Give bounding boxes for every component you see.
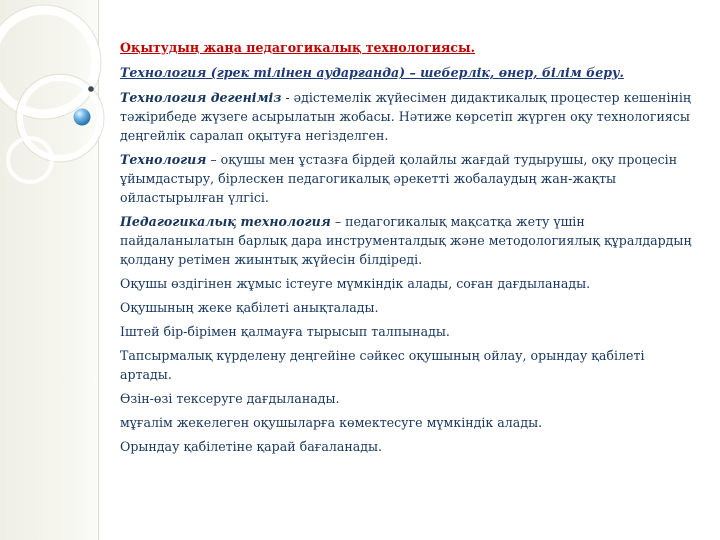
definition-paragraph: [120, 88, 695, 145]
definition-term: Технология дегеніміз: [120, 90, 282, 105]
large-ring: [0, 10, 96, 114]
definition-term: Технология: [120, 152, 207, 167]
slide-content: [120, 38, 695, 461]
definition-text: – педагогикалық мақсатқа жету үшін пайдаланылатын барлық дара инструменталдық және методологиялық құралдардың қолдану ретімен жиынтық жүйесін білдіреді.: [120, 214, 692, 267]
slide-subheading: Технология (грек тілінен аударғанда) – шеберлік, өнер, білім беру.: [120, 65, 624, 80]
definition-paragraph: [120, 150, 695, 207]
definition-text: – оқушы мен ұстазға бірдей қолайлы жағдай тудырушы, оқу процесін ұйымдастыру, бірлескен педагогикалық әрекетті жобалаудың жан-жақты ойластырылған үлгісі.: [120, 152, 678, 205]
slide-heading: Оқытудың жаңа педагогикалық технологиясы.: [120, 40, 475, 55]
point-item: Өзін-өзі тексеруге дағдыланады.: [120, 391, 340, 406]
definition-paragraph: [120, 212, 695, 269]
point-item: Оқушының жеке қабілеті анықталады.: [120, 300, 379, 315]
point-item: Орындау қабілетіне қарай бағаланады.: [120, 439, 383, 454]
blue-ball: [74, 109, 91, 126]
dark-dot: [88, 86, 94, 92]
point-item: мұғалім жекелеген оқушыларға көмектесуге мүмкіндік алады.: [120, 415, 543, 430]
definition-term: Педагогикалық технология: [120, 214, 331, 229]
point-item: Іштей бір-бірімен қалмауға тырысып талпынады.: [120, 324, 450, 339]
definition-text: - әдістемелік жүйесімен дидактикалық процестер кешенінің тәжірибеде жүзеге асырылатын жобасы. Нәтиже көрсетіп жүрген оқу технологиясы деңгейлік саралап оқытуға негізделген.: [120, 90, 691, 143]
point-item: Тапсырмалық күрделену деңгейіне сәйкес оқушының ойлау, орындау қабілеті артады.: [120, 348, 645, 382]
point-item: Оқушы өздігінен жұмыс істеуге мүмкіндік алады, соған дағдыланады.: [120, 276, 591, 291]
